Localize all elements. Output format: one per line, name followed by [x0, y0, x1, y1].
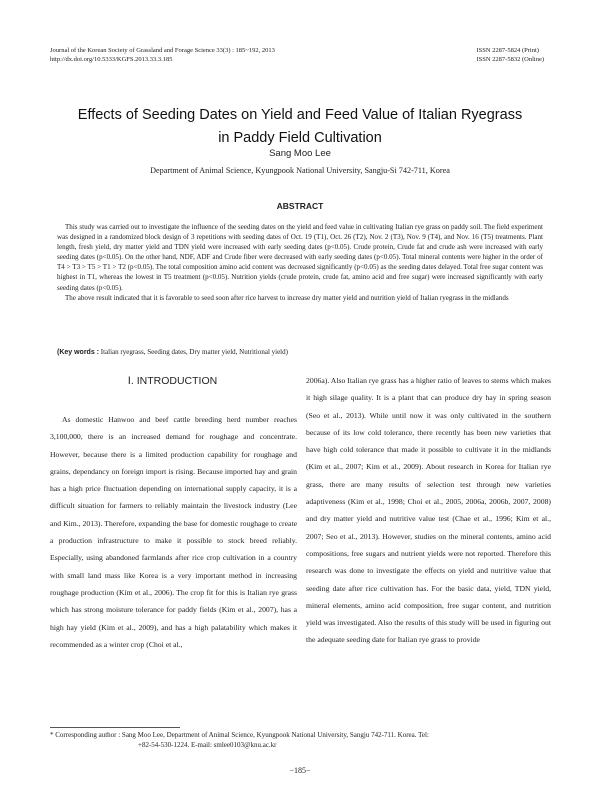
journal-header — [50, 46, 275, 64]
issn-block — [476, 46, 544, 64]
abstract-body — [57, 222, 543, 303]
abstract-paragraph-2: The above result indicated that it is favorable to seed soon after rice harvest to increase dry matter yield and nutrition yield of Italian ryegrass in the midlands — [65, 293, 509, 302]
footnote-line-1: * Corresponding author : Sang Moo Lee, Department of Animal Science, Kyungpook National University, Sangju 742-711. Korea. Tel: — [50, 731, 429, 739]
page-number: −185− — [289, 766, 311, 775]
corresponding-author-footnote — [50, 730, 550, 750]
intro-right-column — [306, 372, 551, 649]
author-affiliation: Department of Animal Science, Kyungpook National University, Sangju-Si 742-711, Korea — [150, 166, 450, 175]
intro-paragraph-left: As domestic Hanwoo and beef cattle breeding herd number reaches 3,100,000, there is an increased demand for roughage and concentrate. However, because there is a limited production capability for roughage and grains, dependancy on foreign import is rising. Because imported hay and grain has a high price fluctuation depending on international supply capacity, it is a difficult situation for farmers to reliably maintain the livestock industry (Lee and Kim., 2013). Therefore, expanding the base for domestic roughage to create a production infrastructure to make it possible to stock breed reliably. Especially, using abandoned farmlands after rice crop cultivation in a country with small land mass like Korea is a very important method in increasing roughage production (Kim et al., 2006). The crop fit for this is Italian rye grass which has strong moisture tolerance for paddy fields (Kim et al., 2007), has a high hay yield (Kim et al., 2009), and has a high palatability which makes it recommended as a winter crop (Choi et al., — [50, 415, 297, 649]
paper-title — [40, 104, 560, 150]
doi-link[interactable]: http://dx.doi.org/10.5333/KGFS.2013.33.3.185 — [50, 56, 173, 63]
intro-left-column — [50, 411, 297, 653]
keywords — [57, 347, 543, 358]
footnote-line-2: +82-54-530-1224. E-mail: smlee0103@knu.ac.kr — [138, 741, 277, 749]
keywords-text: Italian ryegrass, Seeding dates, Dry matter yield, Nutritional yield) — [100, 348, 288, 356]
keywords-label: (Key words : — [57, 349, 100, 356]
abstract-heading: ABSTRACT — [276, 201, 324, 211]
intro-paragraph-right: 2006a). Also Italian rye grass has a higher ratio of leaves to stems which makes it high silage quality. It is a plant that can produce dry hay in spring season (Seo et al., 2013). While until now it was only cultivated in the southern because of its low cold tolerance, there recently has been new varieties that have high cold tolerance that made it possible to cultivate it in the midlands (Kim et al., 2007; Kim et al., 2009). About research in Korea for Italian rye grass, there are many results of selection test through new varieties adaptiveness (Kim et al., 1998; Choi et al., 2005, 2006a, 2006b, 2007, 2008) and dry matter yield and nutritive value test (Chae et al., 1996; Kim et al., 2007; Seo et al., 2013). However, studies on the mineral contents, amino acid compositions, free sugars and nutrient yields were not reported. Therefore this research was done to investigate the effects on yield and nutritive value that seeding date after rice cultivation has. For the basic data, yield, TDN yield, mineral elements, amino acid composition, free sugar content, and nutrition yield was investigated. Also the results of this study will be used in figuring out the adequate seeding date for Italian rye grass to provide — [306, 376, 551, 645]
issn-print: ISSN 2287-5824 (Print) — [476, 47, 539, 54]
author-name: Sang Moo Lee — [269, 148, 331, 159]
journal-citation: Journal of the Korean Society of Grassland and Forage Science 33(3) : 185~192, 2013 — [50, 47, 275, 54]
title-line-1: Effects of Seeding Dates on Yield and Feed Value of Italian Ryegrass — [77, 107, 523, 123]
abstract-paragraph-1: This study was carried out to investigate the influence of the seeding dates on the yield and feed value in cultivating Italian rye grass on paddy soil. The field experiment was designed in a randomized block design of 3 repetitions with seeding dates of Oct. 19 (T1), Oct. 26 (T2), Nov. 2 (T3), Nov. 9 (T4), and Nov. 16 (T5) treatments. Plant length, fresh yield, dry matter yield and TDN yield were increased with early seeding dates (p<0.05). Crude protein, Crude fat and crude ash were increased with early seeding dates (p<0.05). On the other hand, NDF, ADF and Crude fiber were decreased with early seeding dates (p<0.05). Total mineral contents were higher in the order of T4 > T3 > T5 > T1 > T2 (p<0.05). The total composition amino acid content was decreased significantly (p<0.05) as the seeding dates delayed. Total free sugar content was highest in T1, whereas the lowest in T5 treatment (p<0.05). Nutrition yields (crude protein, crude fat, amino acid and free sugar) were increased significantly with early seeding dates (p<0.05). — [57, 223, 543, 292]
issn-online: ISSN 2287-5832 (Online) — [476, 56, 544, 63]
section-heading-introduction: Ⅰ. INTRODUCTION — [127, 375, 218, 387]
title-line-2: in Paddy Field Cultivation — [218, 130, 382, 146]
footnote-divider — [50, 727, 180, 728]
